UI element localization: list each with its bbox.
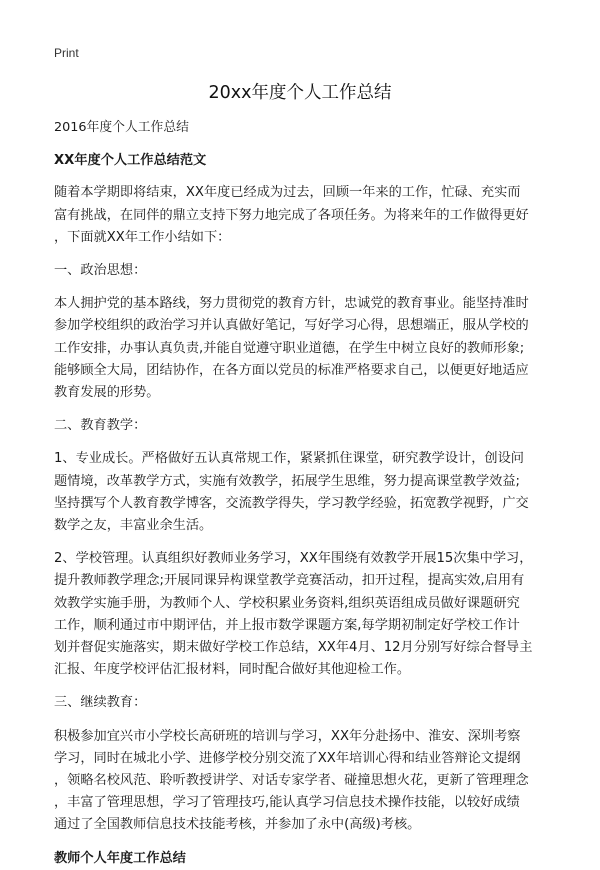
paragraph-line: 2、学校管理。认真组织好教师业务学习，XX年围绕有效教学开展15次集中学习，	[54, 551, 533, 567]
continuing-education-paragraph	[54, 726, 554, 837]
paragraph-line: 学习，同时在城北小学、进修学校分别交流了XX年培训心得和结业答辩论文提纲	[54, 750, 521, 766]
paragraph-line: ，丰富了管理思想，学习了管理技巧,能认真学习信息技术操作技能，以较好成绩	[54, 795, 520, 811]
paragraph-line: 工作安排，办事认真负责,并能自觉遵守职业道德，在学生中树立良好的教师形象;	[54, 340, 525, 356]
paragraph-line: ，领略名校风范、聆听教授讲学、对话专家学者、碰撞思想火花，更新了管理理念	[54, 773, 529, 789]
paragraph-line: 通过了全国教师信息技术技能考核，并参加了永中(高级)考核。	[54, 817, 421, 833]
paragraph-line: ，下面就XX年工作小结如下：	[54, 229, 231, 245]
paragraph-line: 能够顾全大局，团结协作，在各方面以党员的标准严格要求自己，以便更好地适应	[54, 362, 529, 378]
paragraph-line: 本人拥护党的基本路线，努力贯彻党的教育方针，忠诚党的教育事业。能坚持准时	[54, 296, 529, 312]
politics-paragraph	[54, 293, 554, 404]
paragraph-line: 参加学校组织的政治学习并认真做好笔记，写好学习心得，思想端正，服从学校的	[54, 318, 529, 334]
section-heading-politics: 一、政治思想：	[54, 263, 147, 279]
paragraph-line: 汇报、年度学校评估汇报材料，同时配合做好其他迎检工作。	[54, 662, 411, 678]
section-heading-continuing-education: 三、继续教育：	[54, 695, 147, 711]
paragraph-line: 1、专业成长。严格做好五认真常规工作，紧紧抓住课堂，研究教学设计，创设问	[54, 451, 524, 467]
paragraph-line: 效教学实施手册，为教师个人、学校积累业务资料,组织英语组成员做好课题研究	[54, 595, 520, 611]
document-title: 20xx年度个人工作总结	[208, 83, 392, 103]
paragraph-line: 提升教师教学理念;开展同课异构课堂教学竞赛活动，扣开过程，提高实效,启用有	[54, 573, 525, 589]
document-body	[54, 117, 554, 870]
paragraph-line: 工作，顺利通过市中期评估，并上报市数学课题方案,每学期初制定好学校工作计	[54, 617, 520, 633]
paragraph-line: 富有挑战，在同伴的鼎立支持下努力地完成了各项任务。为将来年的工作做得更好	[54, 207, 529, 223]
section-heading-teaching: 二、教育教学：	[54, 418, 147, 434]
footer-heading: 教师个人年度工作总结	[54, 850, 186, 866]
paragraph-line: 划并督促实施落实，期末做好学校工作总结，XX年4月、12月分别写好综合督导主	[54, 640, 533, 656]
document-subtitle: 2016年度个人工作总结	[54, 120, 189, 135]
paragraph-line: 积极参加宜兴市小学校长高研班的培训与学习，XX年分赴扬中、淮安、深圳考察	[54, 728, 521, 744]
essay-heading: XX年度个人工作总结范文	[54, 153, 207, 169]
paragraph-line: 数学之友，丰富业余生活。	[54, 518, 213, 534]
paragraph-line: 题情境，改革教学方式，实施有效教学，拓展学生思维，努力提高课堂教学效益;	[54, 473, 521, 489]
paragraph-line: 随着本学期即将结束，XX年度已经成为过去，回顾一年来的工作，忙碌、充实而	[54, 185, 521, 201]
professional-growth-paragraph	[54, 448, 554, 537]
print-label: Print	[54, 46, 79, 60]
school-management-paragraph	[54, 548, 554, 681]
paragraph-line: 教育发展的形势。	[54, 385, 160, 401]
paragraph-line: 坚持撰写个人教育教学博客，交流教学得失，学习教学经验，拓宽教学视野，广交	[54, 495, 529, 511]
intro-paragraph	[54, 182, 554, 249]
